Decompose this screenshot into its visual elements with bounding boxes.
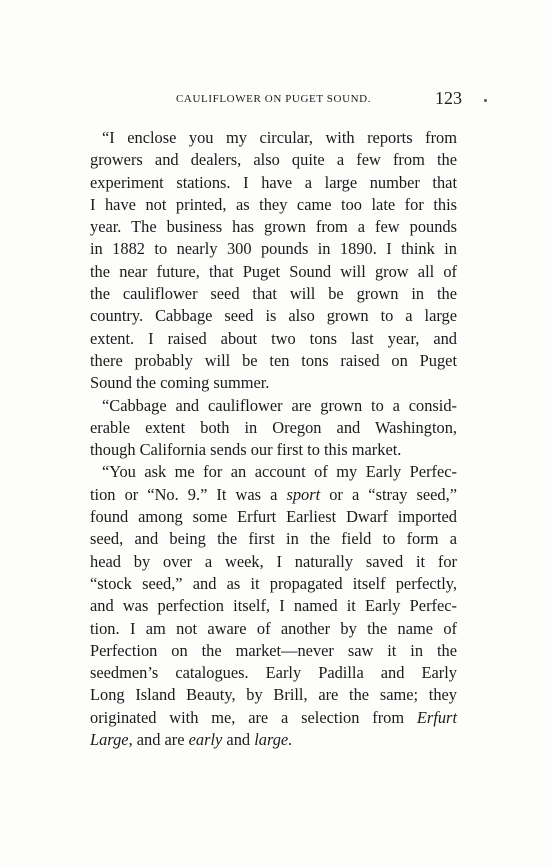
- text-segment: “Cabbage and cauliflower are grown to a consid-: [102, 395, 457, 415]
- text-line: [90, 261, 457, 283]
- text-line: [90, 305, 457, 327]
- text-segment: “You ask me for an account of my Early Perfec-: [102, 462, 457, 482]
- text-line: [90, 551, 457, 573]
- text-line: [90, 194, 457, 216]
- text-line: [90, 640, 457, 662]
- text-segment: “I enclose you my circular, with reports from: [102, 128, 457, 147]
- text-segment: seed, and being the first in the field to form a: [90, 529, 457, 549]
- text-segment: I have not printed, as they came too late for this: [90, 194, 457, 214]
- text-line: [90, 595, 457, 617]
- text-segment: Long Island Beauty, by Brill, are the same; they: [90, 685, 457, 705]
- text-segment: or a “stray seed,”: [320, 484, 458, 504]
- text-segment: extent. I raised about two tons last year, and: [90, 328, 457, 348]
- text-line: [90, 172, 457, 194]
- text-segment: and: [222, 730, 255, 750]
- text-segment: tion or “No. 9.” It was a: [90, 484, 287, 504]
- text-segment: the near future, that Puget Sound will grow all of: [90, 261, 457, 281]
- text-line: [90, 573, 457, 595]
- text-segment: year. The business has grown from a few pounds: [90, 217, 457, 237]
- text-segment: Perfection on the market—never saw it in the: [90, 640, 457, 660]
- text-line: [90, 328, 457, 350]
- text-line: [90, 506, 457, 528]
- text-segment: seedmen’s catalogues. Early Padilla and Early: [90, 663, 457, 683]
- body-text: [90, 127, 457, 751]
- text-line: [90, 707, 457, 729]
- text-line: [90, 417, 457, 439]
- ink-speck: [484, 99, 487, 102]
- running-head-title: CAULIFLOWER ON PUGET SOUND.: [176, 93, 372, 105]
- text-line: [90, 618, 457, 640]
- italic-text: Erfurt: [416, 707, 457, 727]
- text-segment: growers and dealers, also quite a few from the: [90, 150, 457, 170]
- text-segment: in 1882 to nearly 300 pounds in 1890. I think in: [90, 239, 457, 259]
- italic-text: sport: [286, 484, 321, 504]
- text-line: [90, 149, 457, 171]
- text-line: [90, 729, 457, 751]
- text-line: [90, 216, 457, 238]
- text-segment: experiment stations. I have a large number that: [90, 172, 457, 192]
- text-line: [90, 684, 457, 706]
- text-line: [90, 461, 457, 483]
- text-segment: “stock seed,” and as it propagated itself perfectly,: [90, 573, 457, 593]
- text-segment: the cauliflower seed that will be grown in the: [90, 284, 457, 304]
- text-line: [90, 372, 457, 394]
- text-line: [90, 350, 457, 372]
- text-segment: tion. I am not aware of another by the name of: [90, 618, 457, 638]
- text-segment: , and are: [128, 730, 189, 750]
- text-segment: found among some Erfurt Earliest Dwarf imported: [90, 507, 457, 527]
- text-segment: though California sends our first to this market.: [90, 440, 402, 460]
- text-segment: and was perfection itself, I named it Early Perfec-: [90, 596, 457, 616]
- text-segment: country. Cabbage seed is also grown to a large: [90, 306, 457, 326]
- text-segment: there probably will be ten tons raised on Puget: [90, 350, 457, 370]
- italic-text: early: [188, 730, 223, 750]
- text-segment: originated with me, are a selection from: [90, 707, 417, 727]
- text-segment: Sound the coming summer.: [90, 373, 270, 393]
- running-head: [90, 90, 462, 110]
- text-line: [90, 127, 457, 149]
- text-line: [90, 528, 457, 550]
- text-line: [90, 484, 457, 506]
- italic-text: large.: [254, 730, 293, 750]
- text-line: [90, 439, 457, 461]
- page-number: 123: [435, 88, 462, 108]
- text-line: [90, 283, 457, 305]
- text-segment: erable extent both in Oregon and Washington,: [90, 417, 457, 437]
- text-line: [90, 238, 457, 260]
- text-line: [90, 395, 457, 417]
- text-segment: head by over a week, I naturally saved it for: [90, 551, 457, 571]
- italic-text: Large: [90, 730, 129, 750]
- text-line: [90, 662, 457, 684]
